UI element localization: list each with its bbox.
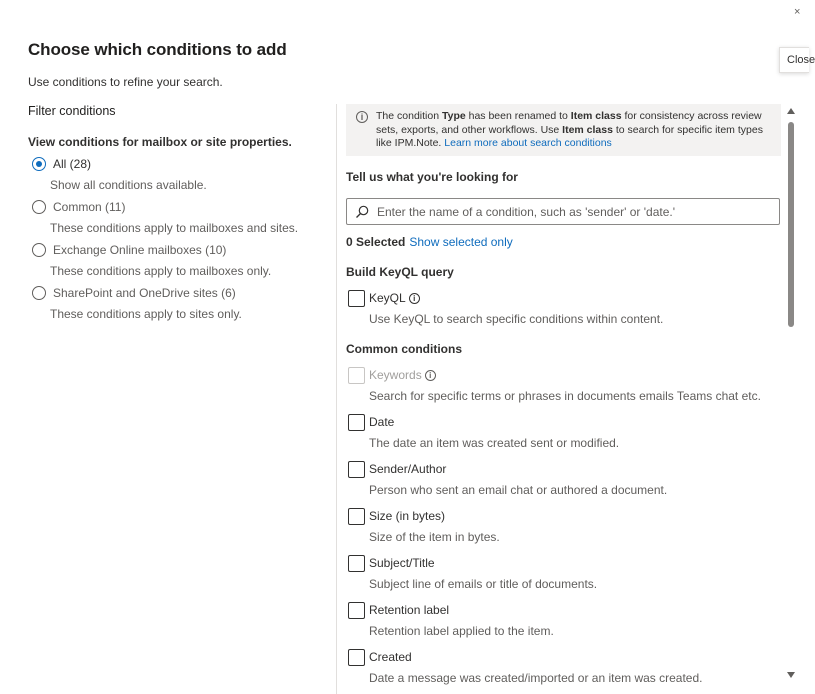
filter-conditions bbox=[28, 104, 328, 327]
info-icon[interactable]: i bbox=[409, 293, 420, 304]
info-bold-item-class-2: Item class bbox=[562, 123, 613, 136]
condition-desc: Person who sent an email chat or authored a document. bbox=[369, 483, 668, 497]
panel-title: Choose which conditions to add bbox=[28, 40, 287, 59]
condition-row bbox=[346, 366, 781, 384]
filter-option-sharepoint[interactable] bbox=[28, 284, 328, 302]
condition-label: KeyQL bbox=[369, 291, 406, 305]
checkbox[interactable] bbox=[348, 602, 365, 619]
selected-count: 0 Selected bbox=[346, 235, 406, 249]
condition-desc: The date an item was created sent or modified. bbox=[369, 436, 620, 450]
condition-label: Created bbox=[369, 650, 412, 664]
checkbox[interactable] bbox=[348, 461, 365, 478]
filter-prop-heading: View conditions for mailbox or site properties. bbox=[28, 135, 292, 149]
show-selected-link[interactable]: Show selected only bbox=[409, 235, 513, 249]
condition-label: Date bbox=[369, 415, 395, 429]
info-text-3: for consistency across review sets, exports, and other workflows. Use bbox=[376, 110, 762, 136]
condition-row[interactable] bbox=[346, 460, 781, 478]
scroll-up-icon[interactable] bbox=[787, 108, 795, 114]
radio-button[interactable] bbox=[32, 243, 46, 257]
search-box[interactable] bbox=[346, 198, 780, 225]
condition-created bbox=[346, 648, 781, 685]
scroll-down-icon[interactable] bbox=[787, 672, 795, 678]
filter-option-label: All (28) bbox=[53, 157, 92, 171]
filter-option-exchange[interactable] bbox=[28, 241, 328, 259]
scroll-thumb[interactable] bbox=[788, 122, 794, 327]
condition-desc: Size of the item in bytes. bbox=[369, 530, 500, 544]
learn-more-link[interactable]: Learn more about search conditions bbox=[444, 137, 612, 149]
checkbox[interactable] bbox=[348, 290, 365, 307]
condition-label: Sender/Author bbox=[369, 462, 447, 476]
filter-option-label: Exchange Online mailboxes (10) bbox=[53, 243, 227, 257]
condition-label: Keywords bbox=[369, 368, 422, 382]
condition-keywords bbox=[346, 366, 781, 403]
common-heading: Common conditions bbox=[346, 342, 462, 356]
condition-desc: Retention label applied to the item. bbox=[369, 624, 554, 638]
condition-retention-label bbox=[346, 601, 781, 638]
filter-option-desc: Show all conditions available. bbox=[50, 178, 207, 192]
condition-size bbox=[346, 507, 781, 544]
panel-subtitle: Use conditions to refine your search. bbox=[28, 75, 223, 89]
checkbox[interactable] bbox=[348, 414, 365, 431]
checkbox bbox=[348, 367, 365, 384]
keyql-heading: Build KeyQL query bbox=[346, 265, 454, 279]
search-input[interactable] bbox=[377, 205, 767, 219]
search-icon bbox=[355, 205, 369, 219]
filter-option-common[interactable] bbox=[28, 198, 328, 216]
condition-label: Retention label bbox=[369, 603, 450, 617]
filter-option-label: SharePoint and OneDrive sites (6) bbox=[53, 286, 236, 300]
checkbox[interactable] bbox=[348, 649, 365, 666]
close-tooltip: Close bbox=[779, 47, 809, 73]
conditions-list bbox=[346, 104, 781, 685]
condition-subject-title bbox=[346, 554, 781, 591]
filter-option-label: Common (11) bbox=[53, 200, 126, 214]
condition-desc: Search for specific terms or phrases in documents emails Teams chat etc. bbox=[369, 389, 761, 403]
condition-row[interactable] bbox=[346, 413, 781, 431]
vertical-scrollbar[interactable] bbox=[785, 104, 797, 684]
filter-radio-group bbox=[28, 155, 328, 324]
condition-row[interactable] bbox=[346, 648, 781, 666]
condition-desc: Date a message was created/imported or an item was created. bbox=[369, 671, 703, 685]
condition-date bbox=[346, 413, 781, 450]
radio-button[interactable] bbox=[32, 286, 46, 300]
info-bold-type: Type bbox=[441, 110, 466, 122]
condition-desc: Use KeyQL to search specific conditions within content. bbox=[369, 312, 664, 326]
condition-label: Size (in bytes) bbox=[369, 509, 446, 523]
filter-option-desc: These conditions apply to mailboxes and sites. bbox=[50, 221, 299, 235]
condition-label: Subject/Title bbox=[369, 556, 435, 570]
condition-desc: Subject line of emails or title of documents. bbox=[369, 577, 598, 591]
info-text-1: The condition bbox=[376, 110, 442, 122]
radio-button[interactable] bbox=[32, 200, 46, 214]
condition-row[interactable] bbox=[346, 601, 781, 619]
condition-keyql bbox=[346, 289, 781, 326]
filter-option-desc: These conditions apply to sites only. bbox=[50, 307, 242, 321]
selection-summary bbox=[346, 235, 781, 249]
info-icon[interactable]: i bbox=[425, 370, 436, 381]
filter-option-desc: These conditions apply to mailboxes only. bbox=[50, 264, 272, 278]
checkbox[interactable] bbox=[348, 508, 365, 525]
info-icon: i bbox=[356, 111, 368, 123]
checkbox[interactable] bbox=[348, 555, 365, 572]
radio-button[interactable] bbox=[32, 157, 46, 171]
info-text-2: has been renamed to bbox=[465, 110, 571, 122]
info-text-4: to search for specific item types like IPM.Note. bbox=[376, 123, 763, 149]
search-label: Tell us what you're looking for bbox=[346, 170, 518, 184]
condition-sender-author bbox=[346, 460, 781, 497]
filter-option-all[interactable] bbox=[28, 155, 328, 173]
column-divider bbox=[336, 104, 337, 694]
condition-row[interactable] bbox=[346, 289, 781, 307]
close-icon[interactable]: × bbox=[794, 6, 801, 18]
info-message-bar bbox=[346, 104, 781, 156]
filter-heading: Filter conditions bbox=[28, 104, 116, 118]
info-bold-item-class: Item class bbox=[570, 110, 622, 122]
condition-row[interactable] bbox=[346, 554, 781, 572]
condition-row[interactable] bbox=[346, 507, 781, 525]
